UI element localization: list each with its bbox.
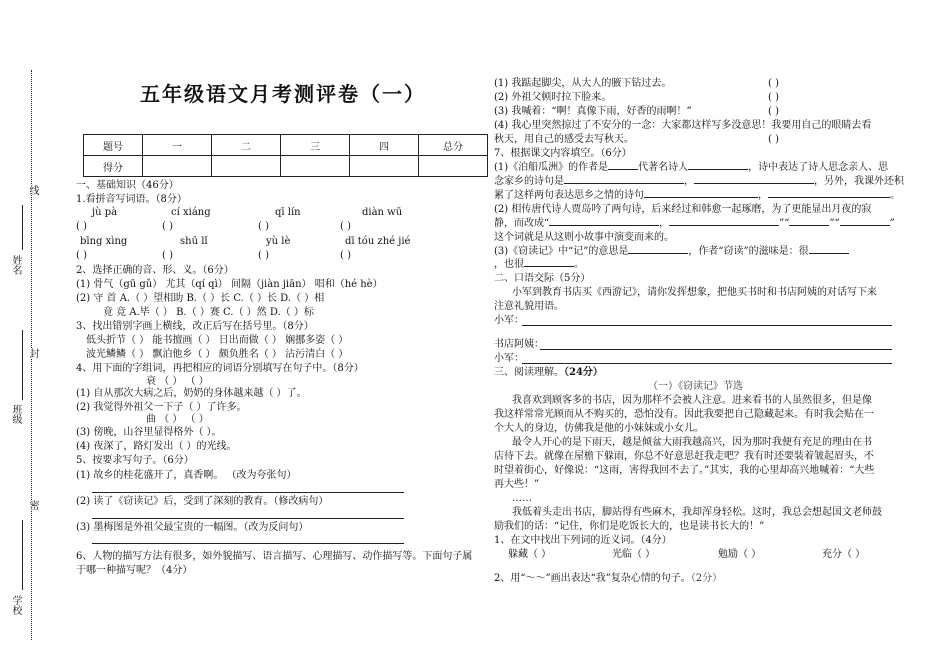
table-cell: 四 xyxy=(350,135,419,156)
question-7-line xyxy=(494,162,888,174)
question-4-sentence: (2) 我觉得外祖父一下子（ ）了许多。 xyxy=(76,402,247,413)
question-7: 7、根据课文内容填空。（6分） xyxy=(494,148,632,159)
name-field-line xyxy=(22,205,23,250)
text: 静，而改成 xyxy=(494,218,544,229)
question-7-line: 静，而改成“ ， ”“ ”“ ” xyxy=(494,218,895,229)
table-cell: 二 xyxy=(212,135,281,156)
question-2-line: 竟 竞 A.毕（ ） B.（ ）赛 C.（ ）然 D.（ ）标 xyxy=(103,307,314,318)
question-5-prompt: (3) 墨梅图是外祖父最宝贵的一幅图。（改为反问句） xyxy=(76,522,309,533)
passage-ellipsis: …… xyxy=(512,493,532,504)
text: 代著名诗人 xyxy=(638,162,689,173)
answer-paren[interactable]: ( ) xyxy=(76,221,87,232)
answer-line[interactable] xyxy=(522,363,892,364)
question-6: 6、人物的描写方法有很多，如外貌描写、语言描写、心理描写、动作描写等。下面句子属 xyxy=(76,551,473,562)
synonym-item[interactable]: 躲藏（ ） xyxy=(508,549,552,560)
reading-question-2-points: （2分） xyxy=(690,573,723,584)
blank[interactable] xyxy=(840,225,890,226)
describe-item: (3) 我喊着：“啊！真像下雨，好香的雨啊！” xyxy=(494,106,692,117)
describe-item: (2) 外祖父顿时拉下脸来。 xyxy=(494,92,612,103)
class-label: 班级 xyxy=(10,404,21,424)
question-4-chars: 衰 （ ） （ ） xyxy=(146,376,209,387)
question-5-prompt: (2) 读了《窃读记》后，受到了深刻的教育。（修改病句） xyxy=(76,496,329,507)
question-7-line: 这个词就是从这则小故事中演变而来的。 xyxy=(494,232,674,243)
score-cell[interactable] xyxy=(350,156,419,177)
table-cell: 一 xyxy=(143,135,212,156)
answer-line[interactable] xyxy=(540,349,892,350)
section-heading: 二、口语交际（5分） xyxy=(494,273,591,284)
synonym-item[interactable]: 充分（ ） xyxy=(822,549,866,560)
table-cell: 题号 xyxy=(84,135,143,156)
question-7-line: ，也很 。 xyxy=(494,259,584,270)
text: ，诗中表达了诗人思念亲人、思 xyxy=(748,162,889,173)
question-5: 5、按要求写句子。（6分） xyxy=(76,455,194,466)
passage-text: 个大人的身边，仿佛我是他的小妹妹或小女儿。 xyxy=(494,423,704,434)
question-2-line: (1) 骨气（gū gǔ） 尤其（qí qì） 间隔（jiàn jiān） 唱和（hé hè） xyxy=(76,279,383,290)
describe-item: (4) 我心里突然掠过了不安分的一念：大家都这样写多没意思！我要用自己的眼睛去看 xyxy=(494,120,872,131)
blank[interactable] xyxy=(644,197,758,198)
question-4: 4、用下面的字组词，再把相应的词语分别填写在句子中。（8分） xyxy=(76,363,364,374)
page-title: 五年级语文月考测评卷（一） xyxy=(140,82,426,106)
question-3-line: 波光鳞鳞（ ） 飘泊他乡（ ） 颇负胜名（ ） 沾污清白（ ） xyxy=(86,349,349,360)
text: 累了这样两句表达思乡之情的诗句 xyxy=(494,190,644,201)
passage-text: 店待下去。就像在屋檐下躲雨，你总不好意思赶我走吧？我有时还要装着皱起眉头，不 xyxy=(494,451,874,462)
answer-line[interactable] xyxy=(92,492,404,493)
answer-line[interactable] xyxy=(522,325,892,326)
pinyin: diàn wū xyxy=(362,207,403,218)
score-table xyxy=(83,134,488,177)
answer-paren[interactable]: ( ) xyxy=(768,92,779,103)
score-table-header-row xyxy=(84,135,488,156)
question-4-chars: 曲 （ ） （ ） xyxy=(146,414,209,425)
question-7-line: (2) 相传唐代诗人贾岛吟了两句诗，后来经过和韩愈一起琢磨，为了更能显出月夜的寂 xyxy=(494,204,872,215)
question-7-line: 累了这样两句表达思乡之情的诗句 ， 。 xyxy=(494,190,900,201)
answer-paren[interactable]: ( ) xyxy=(768,134,779,145)
passage-text: 再大些！” xyxy=(494,479,540,490)
answer-paren[interactable]: ( ) xyxy=(768,78,779,89)
question-6: 于哪一种描写呢？（4分） xyxy=(76,565,193,576)
score-cell[interactable] xyxy=(143,156,212,177)
text: (1)《泊船瓜洲》的作者是 xyxy=(494,162,609,173)
blank[interactable] xyxy=(524,266,574,267)
question-4-sentence: (3) 傍晚，山谷里显得格外（ ）。 xyxy=(76,427,222,438)
blank[interactable] xyxy=(564,183,684,184)
text: ，作者“窃读”的滋味是：很 xyxy=(688,246,809,257)
score-cell[interactable] xyxy=(281,156,350,177)
passage-text: 时望着街心，好像说：“这雨，害得我回不去了。”其实，我的心里却高兴地喊着：“大些 xyxy=(494,465,875,476)
answer-paren[interactable]: ( ) xyxy=(162,250,173,261)
passage-text: 励我们的话：“记住，你们是吃饭长大的，也是读书长大的！” xyxy=(494,521,765,532)
passage-text: 最令人开心的是下雨天，越是倾盆大雨我越高兴，因为那时我便有充足的理由在书 xyxy=(512,437,872,448)
question-2-line: (2) 守 首 A.（ ）望相助 B.（ ）长 C.（ ）长 D.（ ）相 xyxy=(76,293,325,304)
school-field-line xyxy=(22,520,23,590)
passage-text: 我这样常常光顾而从不购买的，恐怕没有。因此我要把自己隐藏起来。有时我会贴在一 xyxy=(494,409,874,420)
question-7-line xyxy=(494,246,849,258)
pinyin: jù pà xyxy=(92,207,118,218)
reading-question-1: 1、在文中找出下列词的近义词。（4分） xyxy=(494,535,672,546)
speaker-label: 小军： xyxy=(494,353,524,364)
describe-item: 秋天，用自己的感受去写秋天。 xyxy=(494,134,634,145)
section-points: （24分） xyxy=(564,367,603,378)
blank[interactable] xyxy=(809,253,849,254)
oral-prompt: 小军到教育书店买《西游记》，请你发挥想象，把他买书时和书店阿姨的对话写下来 xyxy=(512,287,877,298)
question-7-line: 念家乡的诗句是 ， ，另外，我课外还积 xyxy=(494,176,904,187)
text: ，另外，我课外还积 xyxy=(814,176,904,187)
describe-item: (1) 我踮起脚尖，从大人的腋下钻过去。 xyxy=(494,78,672,89)
text: 念家乡的诗句是 xyxy=(494,176,564,187)
blank[interactable] xyxy=(628,253,688,254)
question-2: 2、选择正确的音、形、义。（6分） xyxy=(76,265,234,276)
question-3: 3、找出错别字画上横线，改正后写在括号里。（8分） xyxy=(76,321,314,332)
pinyin: bīng xìng xyxy=(80,236,128,247)
blank[interactable] xyxy=(688,169,748,170)
binding-margin xyxy=(0,0,48,650)
pinyin: dī tóu zhé jié xyxy=(345,236,411,247)
blank[interactable] xyxy=(789,225,829,226)
pinyin: yù lè xyxy=(266,236,291,247)
speaker-label: 小军： xyxy=(494,315,524,326)
speaker-label: 书店阿姨： xyxy=(494,339,544,350)
answer-paren[interactable]: ( ) xyxy=(340,221,351,232)
answer-paren[interactable]: ( ) xyxy=(340,250,351,261)
seal-mark-seal: 封 xyxy=(27,348,38,358)
question-5-prompt: (1) 故乡的桂花盛开了，真香啊。 （改为夸张句） xyxy=(76,470,297,481)
section-heading-text: 三、阅读理解。 xyxy=(494,367,564,378)
answer-paren[interactable]: ( ) xyxy=(258,221,269,232)
section-heading xyxy=(494,367,603,379)
table-cell: 三 xyxy=(281,135,350,156)
oral-prompt: 注意礼貌用语。 xyxy=(494,301,564,312)
question-1: 1.看拼音写词语。（8分） xyxy=(76,194,187,205)
answer-paren[interactable]: ( ) xyxy=(768,106,779,117)
score-cell[interactable] xyxy=(419,156,488,177)
pinyin: shū lǐ xyxy=(180,236,208,247)
synonym-item[interactable]: 勉励（ ） xyxy=(718,549,762,560)
pinyin: qī lín xyxy=(275,207,301,218)
score-cell[interactable] xyxy=(212,156,281,177)
reading-question-2-text: 2、用“～～”画出表达“我”复杂心情的句子。 xyxy=(494,573,691,584)
text: (3)《窃读记》中“记”的意思是 xyxy=(494,246,629,257)
table-cell: 得分 xyxy=(84,156,143,177)
seal-mark-secret: 密 xyxy=(27,500,38,510)
blank[interactable] xyxy=(768,197,890,198)
school-label: 学校 xyxy=(10,595,21,615)
section-heading: 一、基础知识（46分） xyxy=(76,180,179,191)
passage-text: 我低着头走出书店，脚站得有些麻木，我却浑身轻松。这时，我总会想起国文老师鼓 xyxy=(512,507,882,518)
answer-line[interactable] xyxy=(92,518,404,519)
class-field-line xyxy=(22,330,23,400)
answer-paren[interactable]: ( ) xyxy=(76,250,87,261)
answer-paren[interactable]: ( ) xyxy=(258,250,269,261)
pinyin: cí xiáng xyxy=(171,207,211,218)
question-4-sentence: (4) 夜深了，路灯发出（ ）的光线。 xyxy=(76,441,237,452)
synonym-item[interactable]: 光临（ ） xyxy=(612,549,656,560)
score-table-score-row xyxy=(84,156,488,177)
blank[interactable] xyxy=(669,225,779,226)
answer-line[interactable] xyxy=(92,543,404,544)
blank[interactable] xyxy=(549,225,659,226)
question-4-sentence: (1) 自从那次大病之后，奶奶的身体越来越（ ）了。 xyxy=(76,388,307,399)
seal-mark-line: 线 xyxy=(27,185,38,195)
text: ，也很 xyxy=(494,259,524,270)
reading-question-2 xyxy=(494,573,722,585)
question-3-line: 低头折节（ ） 能书擅画（ ） 日出而做（ ） 娴挪多姿（ ） xyxy=(86,335,349,346)
passage-text: 我喜欢到顾客多的书店，因为那样不会被人注意。进来看书的人虽然很多，但是像 xyxy=(512,395,872,406)
table-cell: 总分 xyxy=(419,135,488,156)
name-label: 姓名 xyxy=(10,255,21,275)
blank[interactable] xyxy=(694,183,814,184)
passage-title: （一）《窃读记》节选 xyxy=(648,381,743,392)
blank[interactable] xyxy=(608,169,638,170)
answer-paren[interactable]: ( ) xyxy=(162,221,173,232)
